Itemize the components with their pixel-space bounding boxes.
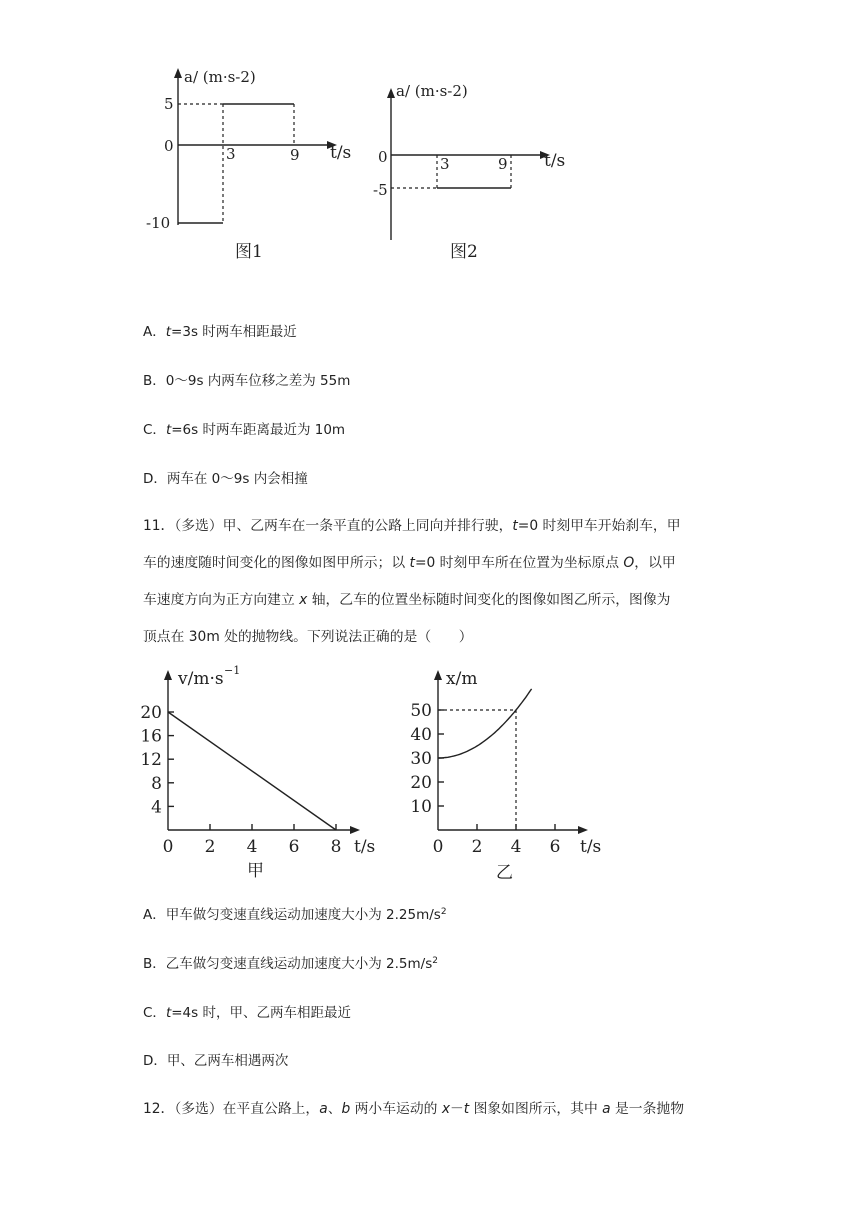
fig1-xtick-9: 9 (290, 146, 300, 164)
yi-ytick-label: 40 (410, 725, 432, 745)
fig1-x-label: t/s (330, 143, 352, 163)
jia-ytick-label: 20 (140, 703, 162, 723)
fig2-x-label: t/s (544, 151, 566, 171)
q12-stem: 12．（多选）在平直公路上，a、b 两小车运动的 x－t 图象如图所示，其中 a 是一条抛物 (143, 1101, 684, 1117)
jia-xtick-label: 6 (288, 837, 300, 857)
q11-option-b: B．乙车做匀变速直线运动加速度大小为 $2.5m/s^2$ (143, 956, 438, 972)
fig2-y-arrow (387, 88, 395, 98)
fig2-y-label: a/ (m·s-2) (396, 82, 468, 100)
jia-ytick-label: 8 (151, 773, 162, 794)
jia-x-label: t/s (354, 837, 376, 857)
figure-1-acceleration-graph (140, 60, 360, 270)
yi-xtick-label: 2 (471, 837, 483, 857)
yi-xtick-label: 0 (432, 837, 444, 857)
fig2-xtick-3: 3 (440, 155, 450, 173)
yi-y-arrow (434, 670, 442, 680)
q11-option-d: D．甲、乙两车相遇两次 (143, 1053, 289, 1069)
fig1-xtick-3: 3 (226, 145, 236, 163)
jia-y-arrow (164, 670, 172, 680)
chart-jia-velocity (140, 660, 400, 885)
q11-stem: 11．（多选）甲、乙两车在一条平直的公路上同向并排行驶，t=0 时刻甲车开始刹车，甲 车的速度随时间变化的图像如图甲所示；以 t=0 时刻甲车所在位置为坐标原点 O，以甲 车速度方向为正方向建立 x 轴，乙车的位置坐标随时间变化的图像如图乙所示，图像为 顶点在 30m 处的抛物线。下列说法正确的是（ ） (143, 518, 681, 645)
jia-caption: 甲 (247, 861, 264, 881)
jia-y-label: v/m·s (178, 669, 224, 689)
q10-option-d: D．两车在 0～9s 内会相撞 (143, 471, 308, 487)
jia-ytick-label: 12 (140, 750, 162, 771)
jia-y-label-exp: −1 (224, 664, 241, 677)
yi-y-label: x/m (446, 669, 478, 689)
jia-x-arrow (350, 826, 360, 834)
fig1-y-arrow (174, 68, 182, 78)
yi-ytick-label: 20 (410, 773, 432, 793)
q11-option-a: A．甲车做匀变速直线运动加速度大小为 $2.25m/s^2$ (143, 907, 447, 923)
jia-xtick-label: 4 (246, 837, 258, 857)
q10-option-b: B．0～9s 内两车位移之差为 55m (143, 373, 351, 389)
fig1-ytick-0: 0 (164, 137, 174, 155)
fig2-xtick-9: 9 (498, 155, 508, 173)
yi-xtick-label: 4 (510, 837, 522, 857)
fig2-ytick-0: 0 (378, 148, 388, 166)
fig2-ytick-neg5: -5 (373, 181, 388, 199)
yi-caption: 乙 (496, 863, 513, 883)
figure-2-acceleration-graph (370, 80, 590, 270)
jia-xtick-label: 8 (330, 837, 342, 857)
yi-ytick-label: 10 (410, 797, 432, 817)
yi-x-label: t/s (580, 837, 602, 857)
fig1-caption: 图1 (235, 242, 263, 262)
fig2-caption: 图2 (450, 242, 478, 262)
yi-ytick-label: 30 (410, 749, 432, 769)
jia-ytick-label: 4 (151, 797, 162, 818)
yi-ytick-label: 50 (410, 701, 432, 721)
fig1-ytick-5: 5 (164, 95, 174, 113)
jia-xtick-label: 2 (204, 837, 216, 857)
fig1-y-label: a/ (m·s-2) (184, 68, 256, 86)
fig1-ytick-neg10: -10 (146, 214, 171, 232)
jia-xtick-label: 0 (162, 837, 174, 857)
jia-velocity-line (168, 712, 336, 830)
chart-yi-position (410, 660, 630, 885)
q10-option-a: A．t=3s 时两车相距最近 (143, 324, 297, 340)
jia-ytick-label: 16 (140, 726, 162, 747)
yi-parabola-curve (438, 689, 532, 758)
q11-option-c: C．t=4s 时，甲、乙两车相距最近 (143, 1005, 351, 1021)
yi-x-arrow (578, 826, 588, 834)
yi-xtick-label: 6 (549, 837, 561, 857)
q10-option-c: C．t=6s 时两车距离最近为 10m (143, 422, 346, 438)
